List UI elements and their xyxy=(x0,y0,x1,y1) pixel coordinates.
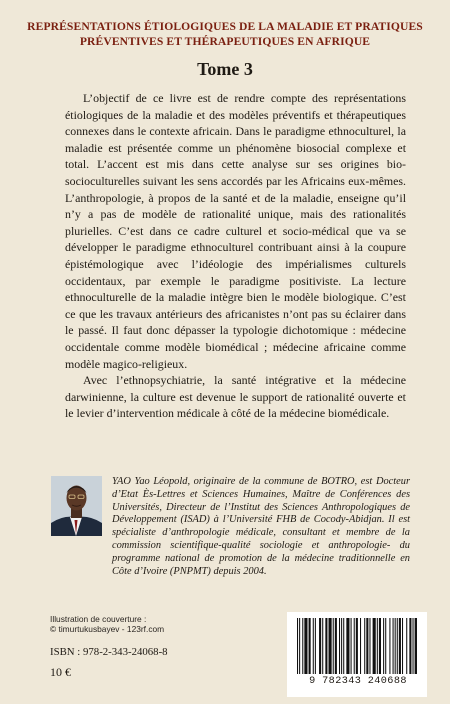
barcode xyxy=(287,612,427,697)
barcode-bar xyxy=(397,618,398,674)
tome-label: Tome 3 xyxy=(197,59,253,79)
barcode-bar xyxy=(351,618,352,674)
barcode-bar xyxy=(373,618,376,674)
barcode-digits: 9 782343 240688 xyxy=(309,676,407,687)
barcode-bar xyxy=(302,618,303,674)
price: 10 € xyxy=(50,665,71,679)
barcode-bar xyxy=(406,618,407,674)
blurb-paragraph-2: Avec l’ethnopsychiatrie, la santé intégrative et la médecine darwinienne, la culture est devenue le support de rationalité ouverte et le levier d’intervention médicale à côté de la médecine biomédicale. xyxy=(65,373,406,421)
blurb xyxy=(65,90,406,422)
barcode-bar xyxy=(393,618,394,674)
barcode-bar xyxy=(395,618,396,674)
barcode-bar xyxy=(364,618,365,674)
author-portrait-image xyxy=(51,476,102,536)
barcode-bar xyxy=(383,618,384,674)
author-name: YAO Yao Léopold xyxy=(112,476,188,487)
barcode-bar xyxy=(346,618,349,674)
barcode-bar xyxy=(319,618,321,674)
barcode-bar xyxy=(415,618,417,674)
series-title xyxy=(22,20,428,49)
barcode-bar xyxy=(299,618,300,674)
barcode-bar xyxy=(325,618,327,674)
barcode-bar xyxy=(309,618,311,674)
barcode-bar xyxy=(322,618,323,674)
barcode-bar xyxy=(313,618,314,674)
author-bio-text: , originaire de la commune de BOTRO, est Docteur d’Etat Ès-Lettres et Sciences Humaines, Maître de Conférences des Universités, Directeur de l’Institut des Sciences Anthropologiques de Développement (ISAD) à l’Université FHB de Cocody-Abidjan. Il est spécialiste d’anthropologie médicale, consultant et membre de la commission scientifique-qualité sociologie et anthropologie- du programme national de promotion de la médecine traditionnelle en Côte d’Ivoire (PNPMT) depuis 2004. xyxy=(112,476,410,577)
barcode-bar xyxy=(377,618,378,674)
isbn: ISBN : 978-2-343-24068-8 xyxy=(50,646,168,658)
blurb-paragraph-1: L’objectif de ce livre est de rendre compte des représentations étiologiques de la maladie et des modèles préventifs et thérapeutiques connexes dans le contexte africain. Dans le paradigme ethnoculturel, la maladie est présentée comme un phénomène biosocial complexe et total. L’accent est mis dans cette analyse sur ses origines bio-socioculturelles suivant les sens accordés par les Africains eux-mêmes. L’anthropologie, à propos de la santé et de la maladie, enseigne qu’il n’y a pas de modèle de rationalité unique, mais des rationalités plurielles. C’est dans ce cadre culturel et socio-médical que va se développer le paradigme ethnoculturel contribuant ainsi à la coupure épistémologique avec l’idéologie des impérialismes culturels occidentaux, par exemple le paradigme positiviste. La lecture ethnoculturelle de la maladie intègre bien le modèle biologique. C’est ce que les travaux antérieurs des africanistes n’ont pas su éclairer dans le passé. Il faut donc dépasser la typologie dichotomique : médecine occidentale comme modèle biomédical ; médecine africaine comme modèle magico-religieux. xyxy=(65,91,406,371)
barcode-bar xyxy=(413,618,414,674)
barcode-bar xyxy=(389,618,390,674)
barcode-bar xyxy=(333,618,334,674)
barcode-bar xyxy=(399,618,401,674)
barcode-bar xyxy=(409,618,411,674)
barcode-bar xyxy=(369,618,370,674)
author-photo xyxy=(51,476,102,536)
credit-line-2: © timurtukusbayev - 123rf.com xyxy=(50,624,165,634)
barcode-bar xyxy=(385,618,386,674)
barcode-bar xyxy=(343,618,344,674)
barcode-bar xyxy=(315,618,316,674)
series-title-line-2: PRÉVENTIVES ET THÉRAPEUTIQUES EN AFRIQUE xyxy=(79,34,371,48)
barcode-bar xyxy=(360,618,361,674)
barcode-bar xyxy=(366,618,368,674)
barcode-bar xyxy=(329,618,332,674)
barcode-bar xyxy=(297,618,298,674)
barcode-bar xyxy=(354,618,355,674)
barcode-bar xyxy=(341,618,342,674)
barcode-bar xyxy=(356,618,358,674)
cover-illustration-credit xyxy=(50,614,210,634)
barcode-bar xyxy=(335,618,337,674)
barcode-bar xyxy=(402,618,403,674)
credit-line-1: Illustration de couverture : xyxy=(50,614,147,624)
author-bio xyxy=(112,476,410,578)
barcode-bar xyxy=(304,618,307,674)
barcode-bar xyxy=(379,618,381,674)
series-title-line-1: REPRÉSENTATIONS ÉTIOLOGIQUES DE LA MALADIE ET PRATIQUES xyxy=(27,20,423,33)
barcode-bars xyxy=(297,618,417,676)
barcode-bar xyxy=(339,618,340,674)
